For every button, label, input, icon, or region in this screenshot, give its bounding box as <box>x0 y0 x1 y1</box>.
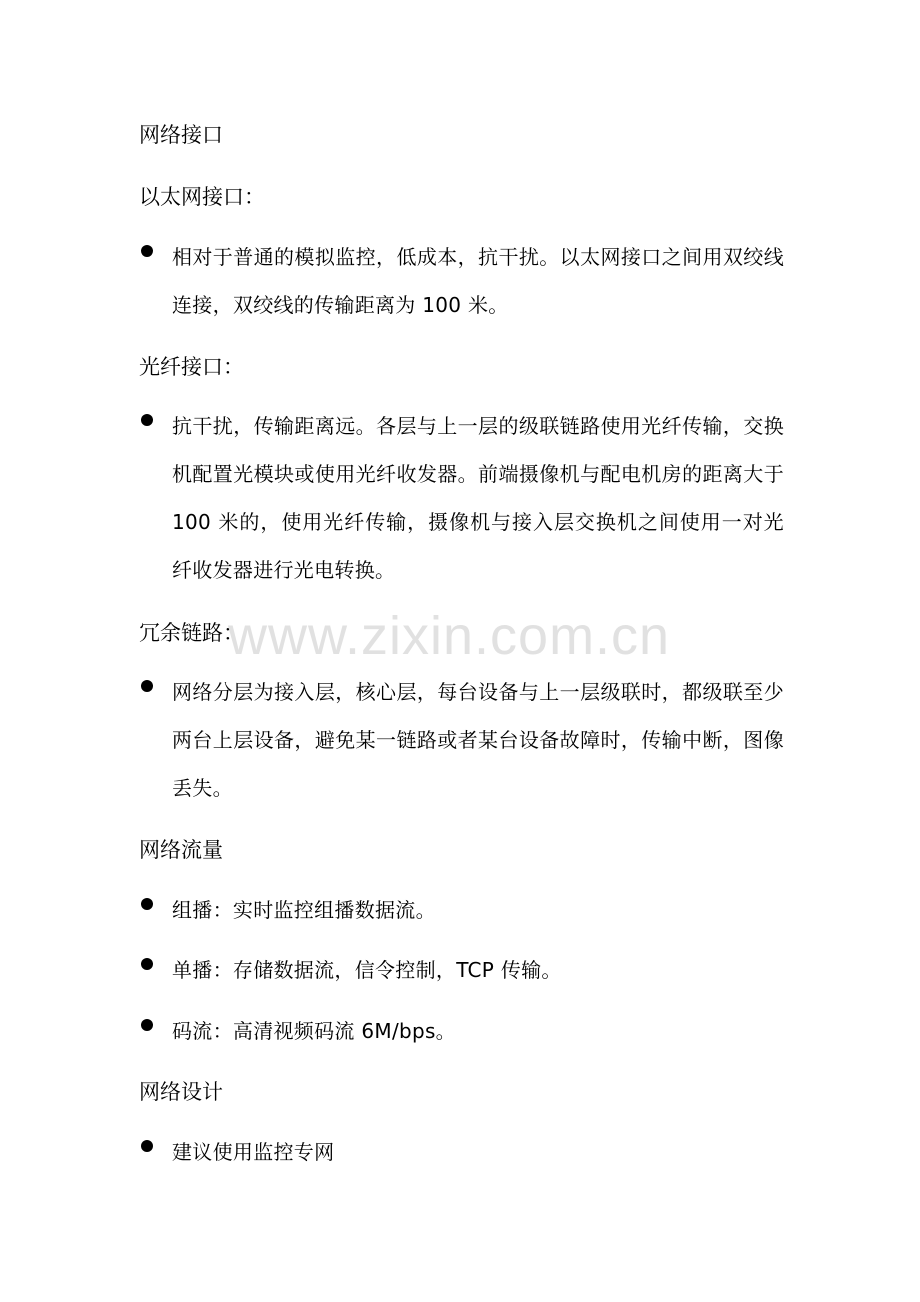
bullet-dot-icon <box>141 414 153 426</box>
bullet-dot-icon <box>141 245 153 257</box>
bullet-text: 建议使用监控专网 <box>172 1140 335 1164</box>
bullet-item <box>139 1128 784 1176</box>
bullet-dot-icon <box>141 958 153 970</box>
bullet-dot-icon <box>141 680 153 692</box>
bullet-item <box>139 233 784 329</box>
bullet-dot-icon <box>141 1140 153 1152</box>
heading-fiber-interface: 光纤接口： <box>139 355 244 379</box>
bullet-text: 相对于普通的模拟监控，低成本，抗干扰。以太网接口之间用双绞线连接，双绞线的传输距离为 100 米。 <box>172 245 784 317</box>
bullet-dot-icon <box>141 1019 153 1031</box>
heading-network-traffic: 网络流量 <box>139 838 223 862</box>
heading-redundant-link: 冗余链路： <box>139 621 244 645</box>
bullet-text: 抗干扰，传输距离远。各层与上一层的级联链路使用光纤传输，交换机配置光模块或使用光纤收发器。前端摄像机与配电机房的距离大于 100 米的，使用光纤传输，摄像机与接入层交换机之间使用一对光纤收发器进行光电转换。 <box>172 414 784 582</box>
bullet-text: 码流：高清视频码流 6M/bps。 <box>172 1019 456 1043</box>
heading-network-design: 网络设计 <box>139 1080 223 1104</box>
bullet-item <box>139 886 784 934</box>
bullet-text: 网络分层为接入层，核心层，每台设备与上一层级联时，都级联至少两台上层设备，避免某一链路或者某台设备故障时，传输中断，图像丢失。 <box>172 680 784 800</box>
watermark: www.zixin.com.cn <box>228 606 671 666</box>
bullet-item <box>139 402 784 594</box>
heading-network-interface: 网络接口 <box>139 123 223 147</box>
bullet-item <box>139 946 784 994</box>
bullet-text: 单播：存储数据流，信令控制，TCP 传输。 <box>172 958 562 982</box>
bullet-text: 组播：实时监控组播数据流。 <box>172 898 436 922</box>
bullet-dot-icon <box>141 898 153 910</box>
bullet-item <box>139 1007 784 1055</box>
heading-ethernet-interface: 以太网接口： <box>139 185 265 209</box>
bullet-item <box>139 668 784 812</box>
